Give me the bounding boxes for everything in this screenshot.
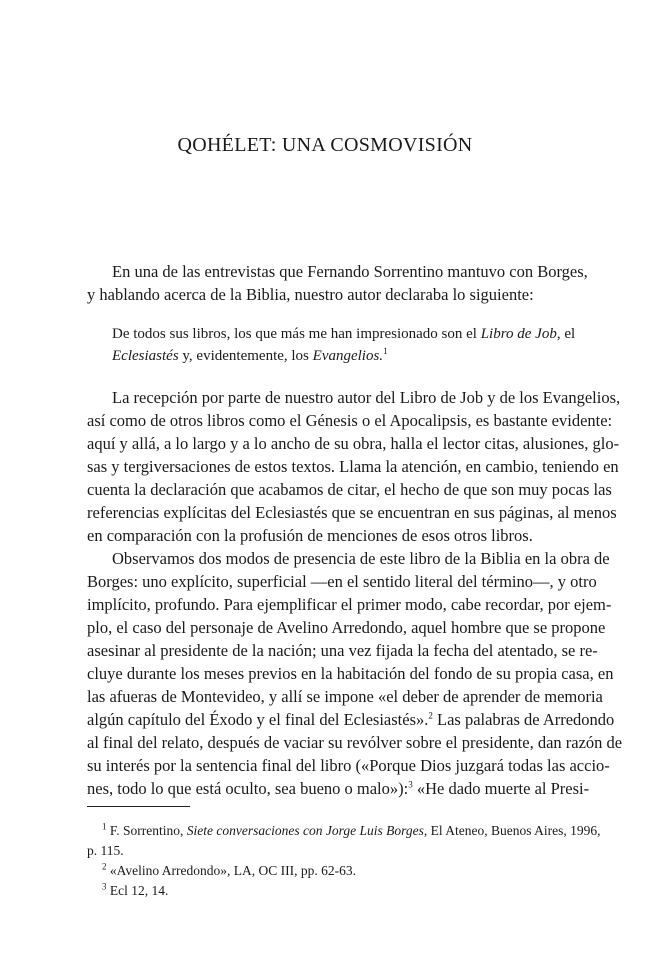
quote-book-title: Eclesiastés	[112, 348, 179, 364]
para2-line: plo, el caso del personaje de Avelino Arredondo, aquel hombre que se propone	[87, 618, 606, 637]
para1-line: cuenta la declaración que acabamos de citar, el hecho de que son muy pocas las	[87, 480, 612, 499]
para2-line: su interés por la sentencia final del libro («Porque Dios juzgará todas las accio-	[87, 756, 610, 775]
para2-line: Observamos dos modos de presencia de este libro de la Biblia en la obra de	[112, 549, 610, 568]
para1-line: aquí y allá, a lo largo y a lo ancho de su obra, halla el lector citas, alusiones, glo-	[87, 434, 620, 453]
para2-text: Las palabras de Arredondo	[432, 710, 615, 729]
footnote-1-continuation: p. 115.	[87, 843, 124, 858]
footnote-text: , El Ateneo, Buenos Aires, 1996,	[423, 823, 601, 838]
para2-line	[87, 779, 590, 799]
quote-book-title: Libro de Job	[480, 326, 557, 342]
para2-line: asesinar al presidente de la nación; una vez fijada la fecha del atentado, se re-	[87, 641, 598, 660]
quote-book-title: Evangelios.	[312, 348, 384, 364]
footnote-rule	[87, 806, 190, 807]
footnote-1	[102, 821, 601, 839]
para2-line: al final del relato, después de vaciar su revólver sobre el presidente, dan razón de	[87, 733, 623, 752]
footnote-ref: 1	[383, 346, 388, 356]
footnote-mark: 2	[102, 861, 107, 872]
para1-line: sas y tergiversaciones de estos textos. Llama la atención, en cambio, teniendo en	[87, 457, 619, 476]
quote-line-2	[112, 348, 560, 365]
footnote-mark: 1	[102, 821, 107, 832]
para1-line: referencias explícitas del Eclesiastés que se encuentran en sus páginas, al menos	[87, 503, 617, 522]
footnote-book-title: Siete conversaciones con Jorge Luis Borges	[186, 823, 424, 838]
footnote-text: «Avelino Arredondo», LA, OC III, pp. 62-63.	[106, 863, 356, 878]
para2-line: Borges: uno explícito, superficial —en el sentido literal del término—, y otro	[87, 572, 597, 591]
intro-line-1: En una de las entrevistas que Fernando Sorrentino mantuvo con Borges,	[112, 262, 588, 281]
para2-line: cluye durante los meses previos en la habitación del fondo de su propia casa, en	[87, 664, 614, 683]
footnote-2	[102, 863, 356, 879]
quote-text: , el	[556, 326, 576, 342]
para2-text: algún capítulo del Éxodo y el final del Eclesiastés».	[87, 710, 429, 729]
quote-text: De todos sus libros, los que más me han impresionado son el	[112, 326, 481, 342]
chapter-title: QOHÉLET: UNA COSMOVISIÓN	[177, 134, 473, 156]
footnote-mark: 3	[102, 881, 107, 892]
para2-line	[87, 710, 615, 730]
quote-line-1	[112, 326, 576, 343]
footnote-ref: 2	[428, 710, 433, 721]
para2-text: «He dado muerte al Presi-	[412, 779, 590, 798]
quote-text: y, evidentemente, los	[178, 348, 313, 364]
footnote-text: Ecl 12, 14.	[106, 883, 169, 898]
para2-line: las afueras de Montevideo, y allí se impone «el deber de aprender de memoria	[87, 687, 603, 706]
para2-text: nes, todo lo que está oculto, sea bueno o malo»):	[87, 779, 409, 798]
para1-line: La recepción por parte de nuestro autor del Libro de Job y de los Evangelios,	[112, 388, 621, 407]
intro-line-2: y hablando acerca de la Biblia, nuestro autor declaraba lo siguiente:	[87, 285, 534, 304]
para1-line: así como de otros libros como el Génesis o el Apocalipsis, es bastante evidente:	[87, 411, 613, 430]
footnote-text: F. Sorrentino,	[106, 823, 187, 838]
footnote-3	[102, 883, 168, 899]
footnote-ref: 3	[408, 779, 413, 790]
para2-line: implícito, profundo. Para ejemplificar el primer modo, cabe recordar, por ejem-	[87, 595, 612, 614]
para1-line: en comparación con la profusión de menciones de esos otros libros.	[87, 526, 533, 545]
